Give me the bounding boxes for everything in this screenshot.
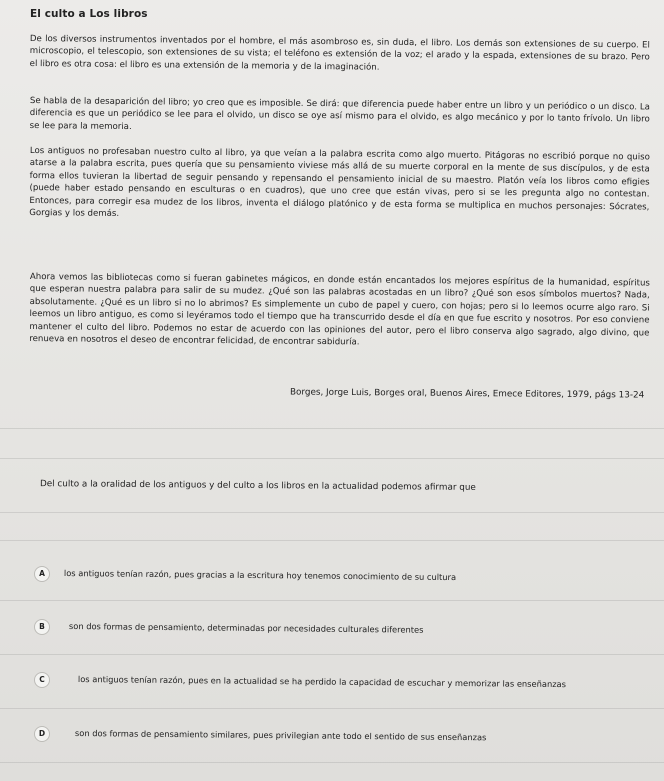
divider bbox=[0, 708, 664, 709]
option-text-c: los antiguos tenían razón, pues en la actualidad se ha perdido la capacidad de escuchar y memorizar las enseñanzas bbox=[77, 674, 567, 690]
option-text-d: son dos formas de pensamiento similares, pues privilegian ante todo el sentido de sus enseñanzas bbox=[74, 728, 487, 743]
paragraph-4: Ahora vemos las bibliotecas como si fueran gabinetes mágicos, en donde están encantados los mejores espíritus de la humanidad, espíritus que esperan nuestra palabra para salir de su mudez. ¿Qué son las palabras acostadas en un libro? ¿Qué son esos símbolos muertos? Nada, absolutamente. ¿Qué es un libro si no lo abrimos? Es simplemente un cubo de papel y cuero, con hojas; pero si lo leemos ocurre algo raro. Si leemos un libro antiguo, es como si leyéramos todo el tiempo que ha transcurrido desde el día en que fue escrito y nosotros. Por eso conviene mantener el culto del libro. Podemos no estar de acuerdo con las opiniones del autor, pero el libro conserva algo sagrado, algo divino, que renueva en nosotros el deseo de encontrar felicidad, de encontrar sabiduría. bbox=[29, 271, 650, 348]
divider bbox=[0, 540, 664, 541]
document-title: El culto a Los libros bbox=[30, 8, 148, 20]
answer-option-b[interactable] bbox=[0, 619, 664, 649]
option-letter-b: B bbox=[34, 619, 50, 635]
paragraph-1: De los diversos instrumentos inventados por el hombre, el más asombroso es, sin duda, el libro. Los demás son extensiones de su cuerpo. El microscopio, el telescopio, son extensiones de su vista; el teléfono es extensión de la voz; el arado y la espada, extensiones de su brazo. Pero el libro es otra cosa: el libro es una extensión de la memoria y de la imaginación. bbox=[29, 33, 650, 73]
divider bbox=[0, 428, 664, 429]
option-letter-c: C bbox=[34, 672, 50, 688]
answer-option-c[interactable] bbox=[0, 672, 664, 702]
source-citation: Borges, Jorge Luis, Borges oral, Buenos Aires, Emece Editores, 1979, págs 13-24 bbox=[289, 387, 645, 401]
answer-option-d[interactable] bbox=[0, 726, 664, 756]
option-text-a: los antiguos tenían razón, pues gracias a la escritura hoy tenemos conocimiento de su cultura bbox=[63, 568, 457, 583]
paragraph-2: Se habla de la desaparición del libro; yo creo que es imposible. Se dirá: que diferencia puede haber entre un libro y un periódico o un disco. La diferencia es que un periódico se lee para el olvido, un disco se oye así mismo para el olvido, es algo mecánico y por lo tanto frívolo. Un libro se lee para la memoria. bbox=[29, 95, 650, 132]
divider bbox=[0, 762, 664, 763]
option-letter-a: A bbox=[34, 566, 50, 582]
question-prompt: Del culto a la oralidad de los antiguos y del culto a los libros en la actualidad podemos afirmar que bbox=[39, 479, 476, 493]
divider bbox=[0, 458, 664, 459]
answer-option-a[interactable] bbox=[0, 566, 664, 596]
divider bbox=[0, 512, 664, 513]
option-text-b: son dos formas de pensamiento, determinadas por necesidades culturales diferentes bbox=[68, 621, 424, 635]
divider bbox=[0, 654, 664, 655]
paragraph-3: Los antiguos no profesaban nuestro culto al libro, ya que veían a la palabra escrita como algo muerto. Pitágoras no escribió porque no quiso atarse a la palabra escrita, pues quería que su pensamiento viviese más allá de su muerte corporal en la mente de sus discípulos, y de esta forma ellos tuvieran la libertad de seguir pensando y repensando el pensamiento inicial de su maestro. Platón veía los libros como efigies (puede haber estado pensando en esculturas o en cuadros), que uno cree que están vivas, pero si se les pregunta algo no contestan. Entonces, para corregir esa mudez de los libros, inventa el diálogo platónico y de esta forma se multiplica en muchos personajes: Sócrates, Gorgias y los demás. bbox=[29, 145, 650, 219]
divider bbox=[0, 600, 664, 601]
option-letter-d: D bbox=[34, 726, 50, 742]
